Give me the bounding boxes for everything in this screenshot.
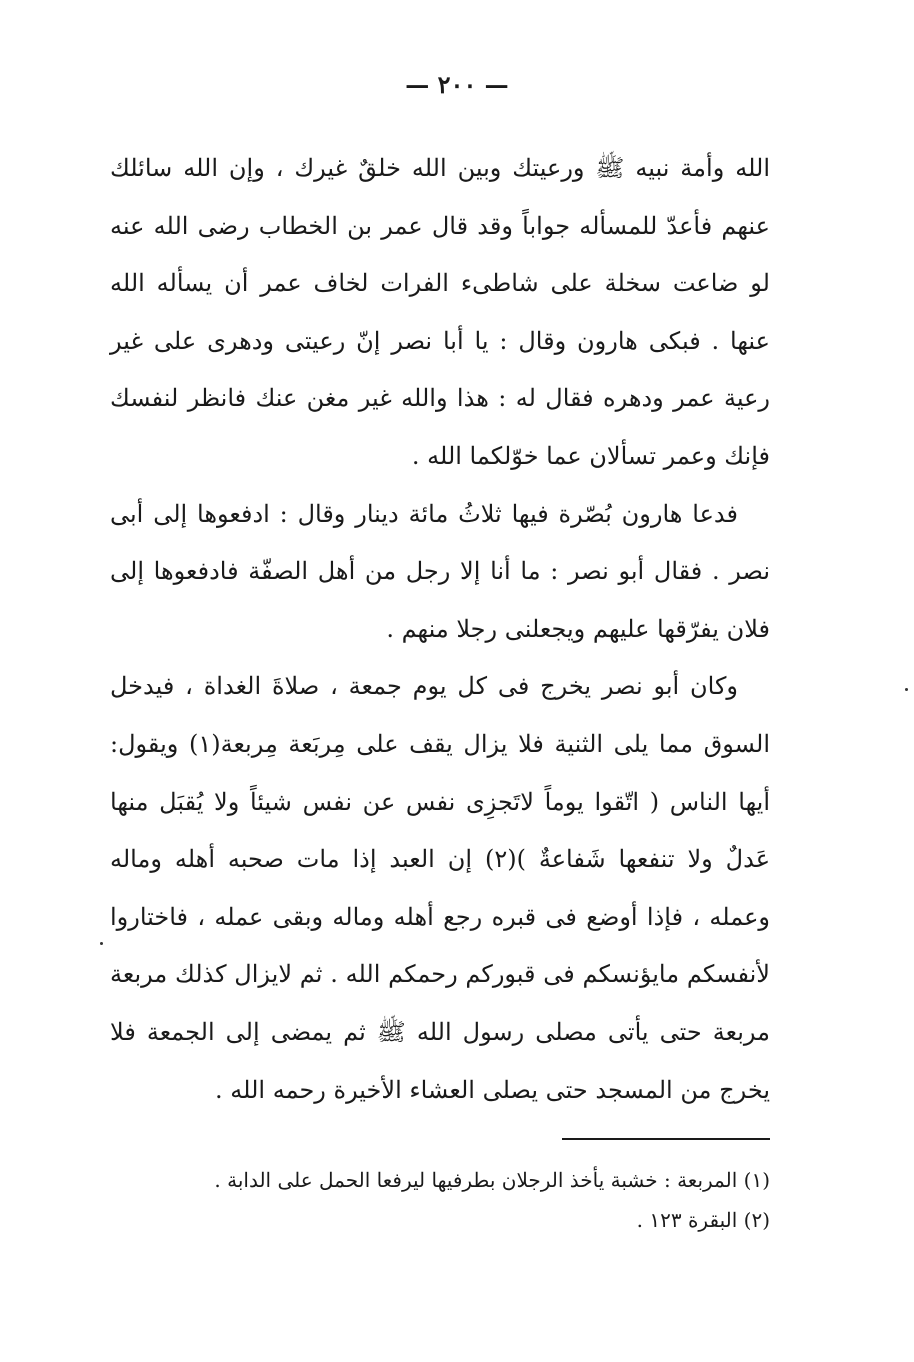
page-number: — ٢٠٠ — bbox=[405, 70, 509, 99]
body-text bbox=[110, 140, 770, 1119]
footnote-divider bbox=[562, 1138, 770, 1140]
paragraph-3: وكان أبو نصر يخرج فى كل يوم جمعة ، صلاةَ الغداة ، فيدخل السوق مما يلى الثنية فلا يزال يقف على مِربَعة مِربعة(١) ويقول: أيها الناس ( اتّقوا يوماً لاتَجزِى نفس عن نفس شيئاً ولا يُقبَل منها عَدلٌ ولا تنفعها شَفاعةٌ )(٢) إن العبد إذا مات صحبه أهله وماله وعمله ، فإذا أوضع فى قبره رجع أهله وماله وبقى عمله ، فاختاروا لأنفسكم مايؤنسكم فى قبوركم رحمكم الله . ثم لايزال كذلك مربعة مربعة حتى يأتى مصلى رسول الله ﷺ ثم يمضى إلى الجمعة فلا يخرج من المسجد حتى يصلى العشاء الأخيرة رحمه الله . bbox=[110, 672, 771, 1104]
footnote-2: (٢) البقرة ١٢٣ . bbox=[636, 1208, 770, 1232]
scan-speck bbox=[905, 688, 908, 691]
paragraph-2: فدعا هارون بُصّرة فيها ثلاثُ مائة دينار وقال : ادفعوها إلى أبى نصر . فقال أبو نصر : ما أنا إلا رجل من أهل الصفّة فادفعوها إلى فلان يفرّقها عليهم ويجعلنى رجلا منهم . bbox=[110, 499, 770, 643]
scan-speck bbox=[100, 942, 103, 945]
footnotes bbox=[110, 1160, 770, 1240]
footnote-1: (١) المربعة : خشبة يأخذ الرجلان بطرفيها ليرفعا الحمل على الدابة . bbox=[214, 1168, 770, 1192]
paragraph-1: الله وأمة نبيه ﷺ ورعيتك وبين الله خلقٌ غيرك ، وإن الله سائلك عنهم فأعدّ للمسأله جواباً وقد قال عمر بن الخطاب رضى الله عنه لو ضاعت سخلة على شاطىء الفرات لخاف عمر أن يسأله الله عنها . فبكى هارون وقال : يا أبا نصر إنّ رعيتى ودهرى على غير رعية عمر ودهره فقال له : هذا والله غير مغن عنك فانظر لنفسك فإنك وعمر تسألان عما خوّلكما الله . bbox=[110, 154, 770, 470]
